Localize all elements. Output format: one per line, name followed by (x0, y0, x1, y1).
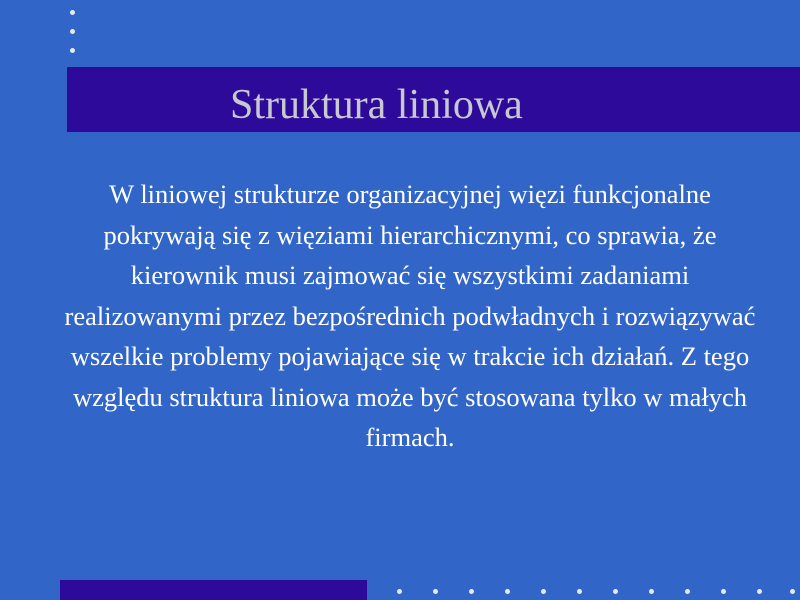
decor-dot (790, 589, 795, 594)
decor-dot (757, 589, 762, 594)
decor-dot (613, 589, 618, 594)
decor-dot (541, 589, 546, 594)
decor-dot (685, 589, 690, 594)
decor-dot (70, 10, 75, 15)
decor-dot (70, 29, 75, 34)
decor-dot (721, 589, 726, 594)
decor-dot (577, 589, 582, 594)
decor-dot (70, 48, 75, 53)
slide-title: Struktura liniowa (230, 82, 523, 128)
slide-body-text: W liniowej strukturze organizacyjnej więzi funkcjonalne pokrywają się z więziami hierarchicznymi, co sprawia, że kierownik musi zajmować się wszystkimi zadaniami realizowanymi przez bezpośrednich podwładnych i rozwiązywać wszelkie problemy pojawiające się w trakcie ich działań. Z tego względu struktura liniowa może być stosowana tylko w małych firmach. (64, 179, 756, 452)
decor-dot (649, 589, 654, 594)
decor-dot (433, 589, 438, 594)
decor-dot (505, 589, 510, 594)
decor-dot (397, 589, 402, 594)
bottom-accent-bar (60, 580, 367, 600)
decor-dot (469, 589, 474, 594)
